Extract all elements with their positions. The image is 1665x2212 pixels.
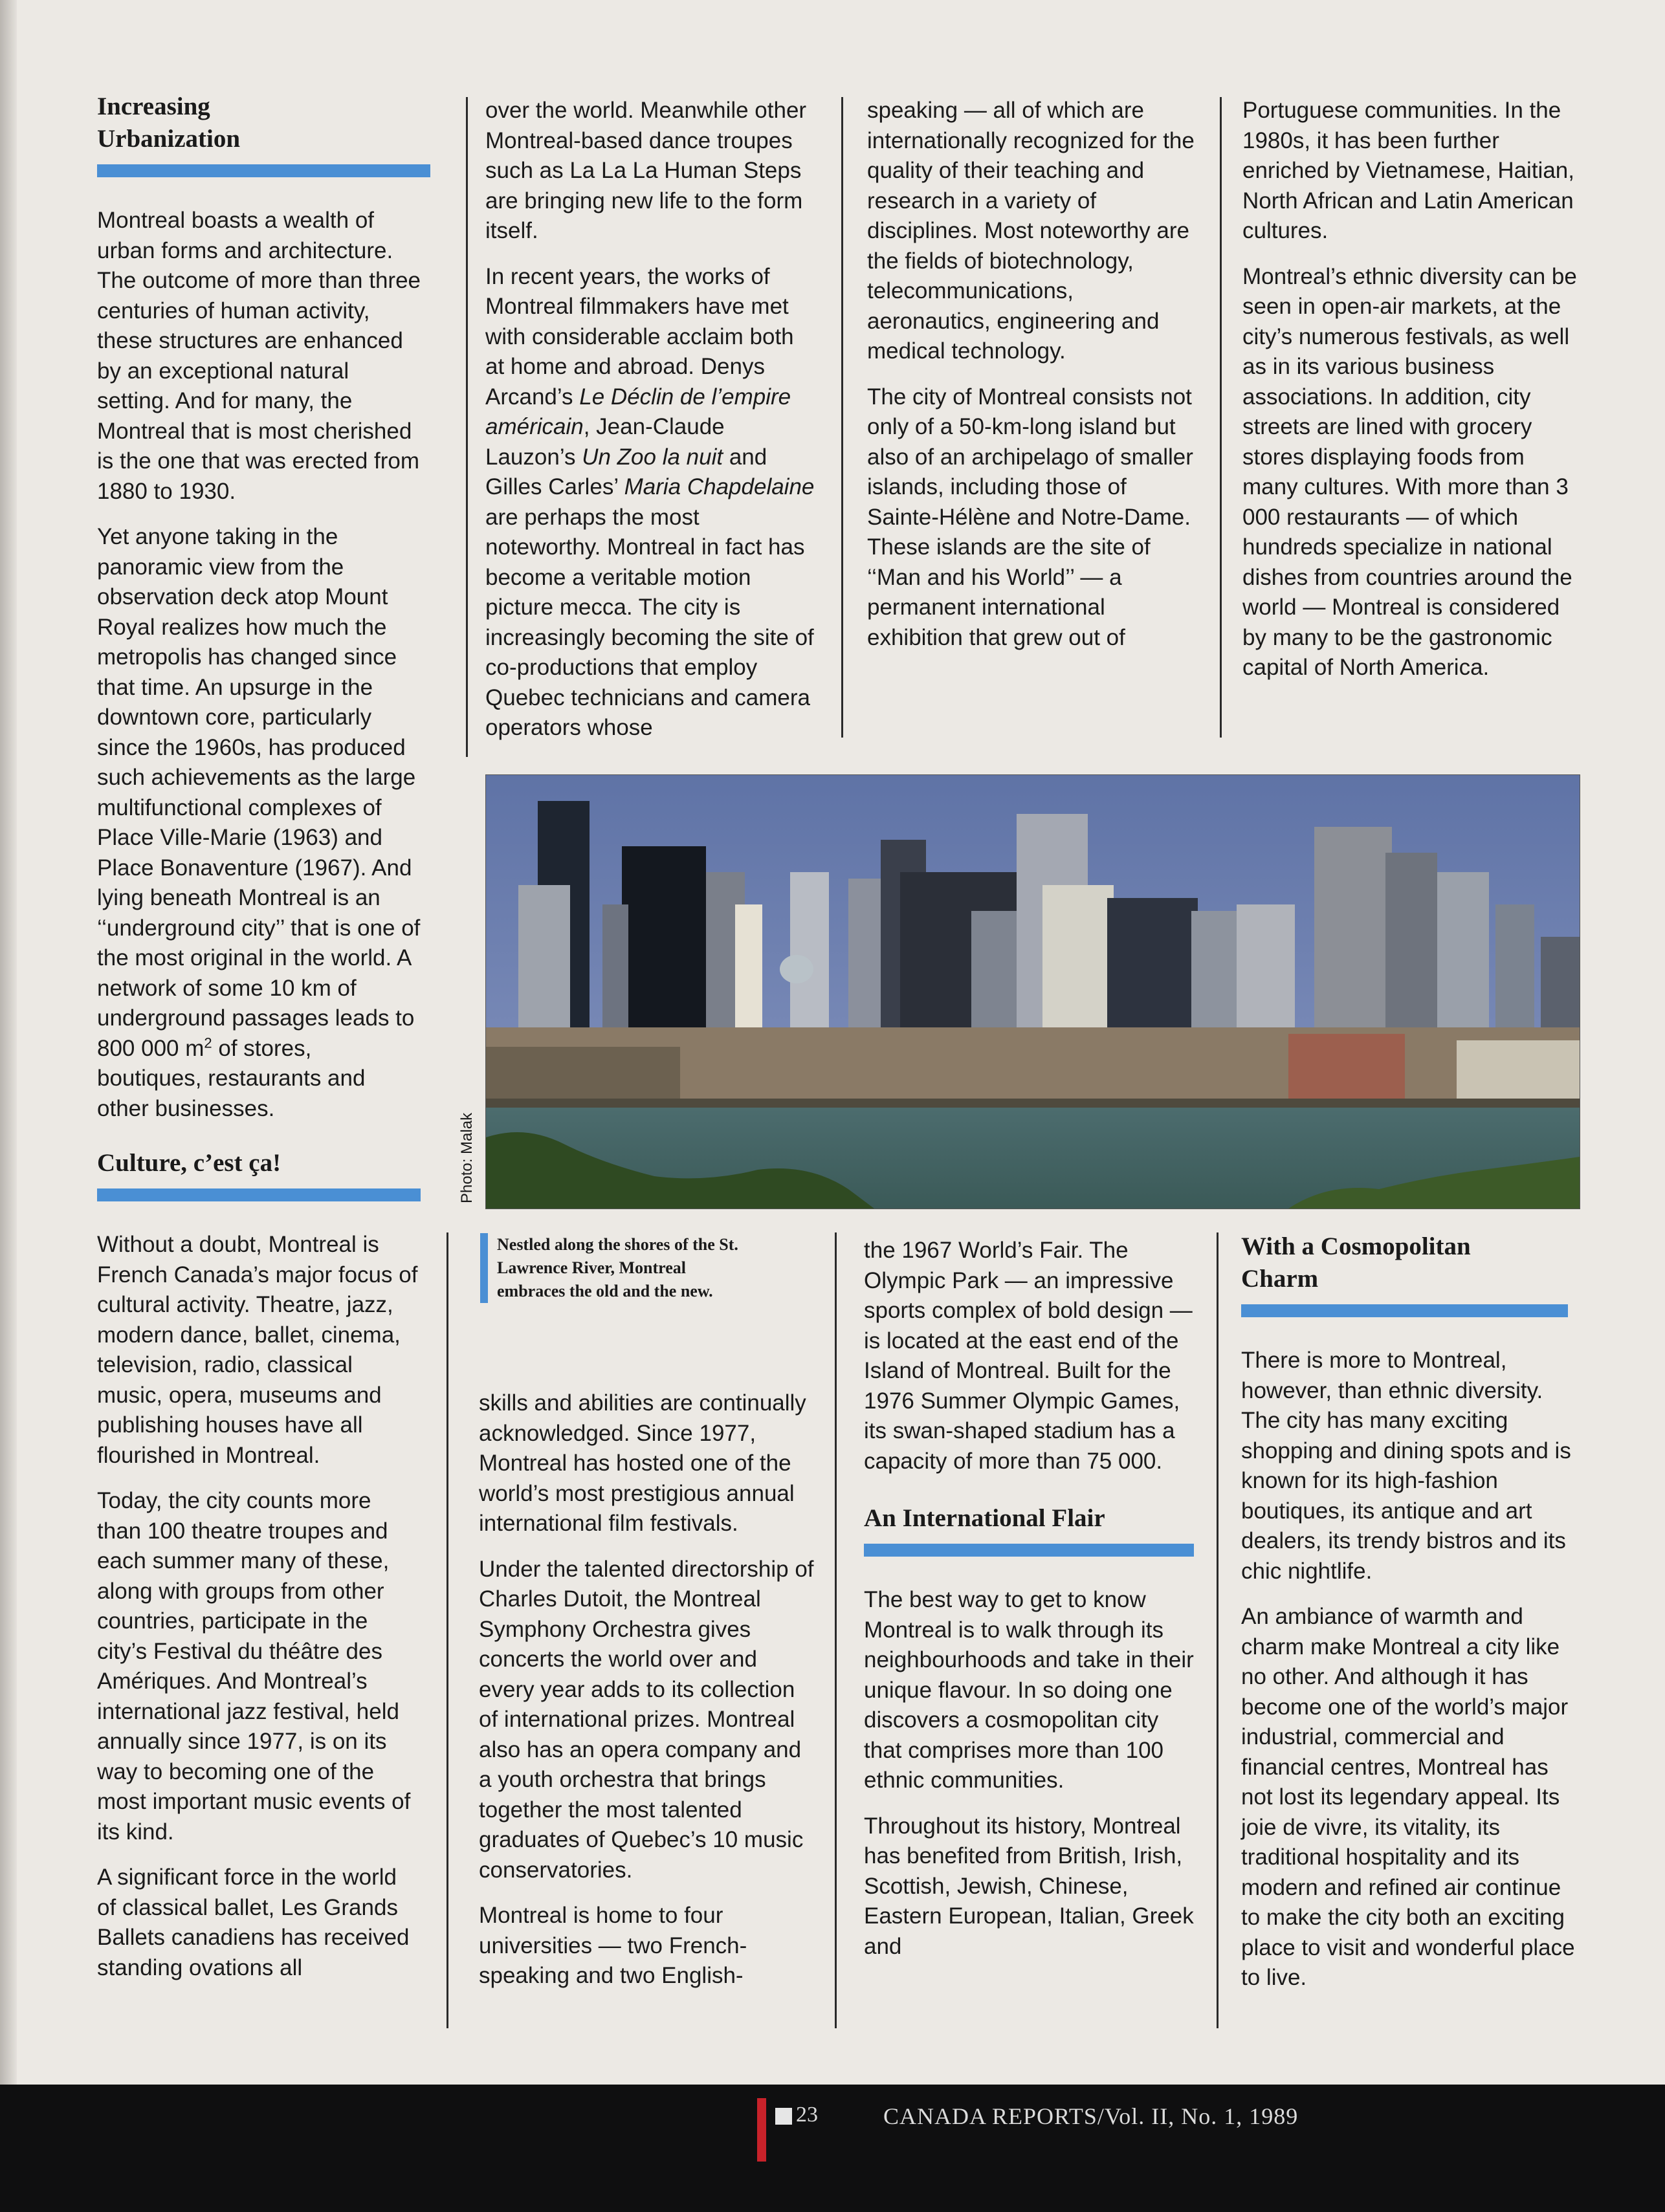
footer-bar	[0, 2085, 1665, 2212]
column-divider	[466, 97, 468, 757]
paragraph: Under the talented directorship of Charles Dutoit, the Montreal Symphony Orchestra gives concerts the world over and every year adds to its collection of international prizes. Montreal also has an opera company and a youth orchestra that brings together the most talented graduates of Quebec’s 10 music conservatories.	[479, 1556, 814, 1883]
montreal-skyline-photo	[485, 774, 1580, 1209]
publication-title: CANADA REPORTS/Vol. II, No. 1, 1989	[883, 2103, 1299, 2129]
paragraph: The best way to get to know Montreal is to walk through its neighbourhoods and take in their unique flavour. In so doing one discovers a cosmopolitan city that comprises more than 100 ethnic communities.	[864, 1587, 1194, 1793]
paragraph-text: , Jean-Claude Lauzon’s	[485, 414, 725, 470]
column-1	[97, 91, 434, 1998]
paragraph: Without a doubt, Montreal is French Canada’s major focus of cultural activity. Theatre, jazz, modern dance, ballet, cinema, television, radio, classical music, opera, museums and publishing houses have all flourished in Montreal.	[97, 1232, 418, 1468]
film-title: Un Zoo la nuit	[582, 444, 723, 470]
heading-international-flair: An International Flair	[864, 1504, 1105, 1532]
column-4-top	[1242, 96, 1579, 699]
photo-caption: Nestled along the shores of the St. Lawrence River, Montreal embraces the old and the new.	[480, 1233, 743, 1303]
heading-increasing-urbanization: Increasing Urbanization	[97, 93, 241, 153]
column-3-bottom	[864, 1236, 1197, 1977]
superscript: 2	[204, 1034, 212, 1051]
heading-culture: Culture, c’est ça!	[97, 1149, 281, 1177]
paragraph-text: are perhaps the most noteworthy. Montreal in fact has become a veritable motion picture mecca. The city is increasingly becoming the site of co-productions that employ Quebec technicians and camera operators whose	[485, 504, 814, 740]
column-2-top	[485, 96, 815, 759]
column-divider	[1220, 97, 1222, 738]
column-2-bottom	[479, 1388, 815, 2007]
paragraph	[97, 522, 421, 1124]
paragraph: Montreal’s ethnic diversity can be seen in open-air markets, at the city’s numerous festivals, as well as in its various business associations. In addition, city streets are lined with grocery stores displaying foods from many cultures. With more than 3 000 restaurants — of which hundreds specialize in national dishes from countries around the world — Montreal is considered by many to be the gastronomic capital of North America.	[1242, 263, 1577, 680]
heading-rule	[97, 1188, 421, 1201]
paragraph: Today, the city counts more than 100 theatre troupes and each summer many of these, along with groups from other countries, participate in the city’s Festival du théâtre des Amériques. And Montreal’s international jazz festival, held annually since 1977, is on its way to becoming one of the most important music events of its kind.	[97, 1488, 411, 1845]
heading-cosmopolitan-charm: With a Cosmopolitan Charm	[1241, 1232, 1471, 1293]
column-divider	[447, 1232, 448, 2028]
paragraph-text: of stores, boutiques, restaurants and other businesses.	[97, 1035, 366, 1121]
paragraph: Throughout its history, Montreal has benefited from British, Irish, Scottish, Jewish, Chinese, Eastern European, Italian, Greek and	[864, 1813, 1194, 1959]
column-divider	[841, 97, 843, 738]
page-edge-shadow	[0, 0, 17, 2212]
paragraph: Montreal is home to four universities — two French-speaking and two English-	[479, 1903, 747, 1988]
column-divider	[1217, 1232, 1218, 2028]
heading-rule	[97, 164, 430, 177]
footer-square-icon	[775, 2108, 792, 2125]
column-3-top	[867, 96, 1197, 668]
paragraph: over the world. Meanwhile other Montreal-based dance troupes such as La La La Human Steps are bringing new life to the form itself.	[485, 98, 807, 243]
heading-rule	[864, 1544, 1194, 1557]
film-title: Maria Chapdelaine	[624, 474, 815, 499]
paragraph: Portuguese communities. In the 1980s, it has been further enriched by Vietnamese, Haitian, North African and Latin American cultures.	[1242, 98, 1574, 243]
paragraph: skills and abilities are continually acknowledged. Since 1977, Montreal has hosted one of the world’s most prestigious annual international film festivals.	[479, 1390, 806, 1536]
paragraph: speaking — all of which are internationally recognized for the quality of their teaching and research in a variety of disciplines. Most noteworthy are the fields of biotechnology, telecommunications, aeronautics, engineering and medical technology.	[867, 98, 1195, 364]
film-title: Le Déclin de l’empire américain	[485, 384, 791, 439]
page-number: 23	[796, 2103, 818, 2127]
paragraph-text: Yet anyone taking in the panoramic view from the observation deck atop Mount Royal realizes how much the metropolis has changed since that time. An upsurge in the downtown core, particularly since the 1960s, has produced such achievements as the large multifunctional complexes of Place Ville-Marie (1963) and Place Bonaventure (1967). And lying beneath Montreal is an ‘‘underground city’’ that is one of the most original in the world. A network of some 10 km of underground passages leads to 800 000 m	[97, 524, 421, 1061]
footer-red-mark	[757, 2098, 766, 2162]
paragraph: A significant force in the world of classical ballet, Les Grands Ballets canadiens has received standing ovations all	[97, 1865, 410, 1980]
paragraph: An ambiance of warmth and charm make Montreal a city like no other. And although it has become one of the world’s major industrial, commercial and financial centres, Montreal has not lost its legendary appeal. Its joie de vivre, its vitality, its traditional hospitality and its modern and refined air continue to make the city both an exciting place to visit and wonderful place to live.	[1241, 1604, 1575, 1990]
paragraph-text: and Gilles Carles’	[485, 444, 767, 499]
column-divider	[835, 1232, 837, 2028]
paragraph: The city of Montreal consists not only of a 50-km-long island but also of an archipelago of smaller islands, including those of Sainte-Hélène and Notre-Dame. These islands are the site of ‘‘Man and his World’’ — a permanent international exhibition that grew out of	[867, 384, 1193, 650]
paragraph: There is more to Montreal, however, than ethnic diversity. The city has many exciting shopping and dining spots and is known for its high-fashion boutiques, its antique and art dealers, its trendy bistros and its chic nightlife.	[1241, 1348, 1571, 1584]
photo-credit: Photo: Malak	[458, 1112, 476, 1203]
column-4-bottom	[1241, 1231, 1578, 2009]
paragraph	[485, 262, 815, 743]
paragraph: Montreal boasts a wealth of urban forms and architecture. The outcome of more than three centuries of human activity, these structures are enhanced by an exceptional natural setting. And for many, the Montreal that is most cherished is the one that was erected from 1880 to 1930.	[97, 208, 421, 504]
paragraph: the 1967 World’s Fair. The Olympic Park — an impressive sports complex of bold design — is located at the east end of the Island of Montreal. Built for the 1976 Summer Olympic Games, its swan-shaped stadium has a capacity of more than 75 000.	[864, 1238, 1193, 1474]
paragraph-text: In recent years, the works of Montreal filmmakers have met with considerable acclaim both at home and abroad. Denys Arcand’s	[485, 263, 794, 410]
heading-rule	[1241, 1304, 1568, 1317]
